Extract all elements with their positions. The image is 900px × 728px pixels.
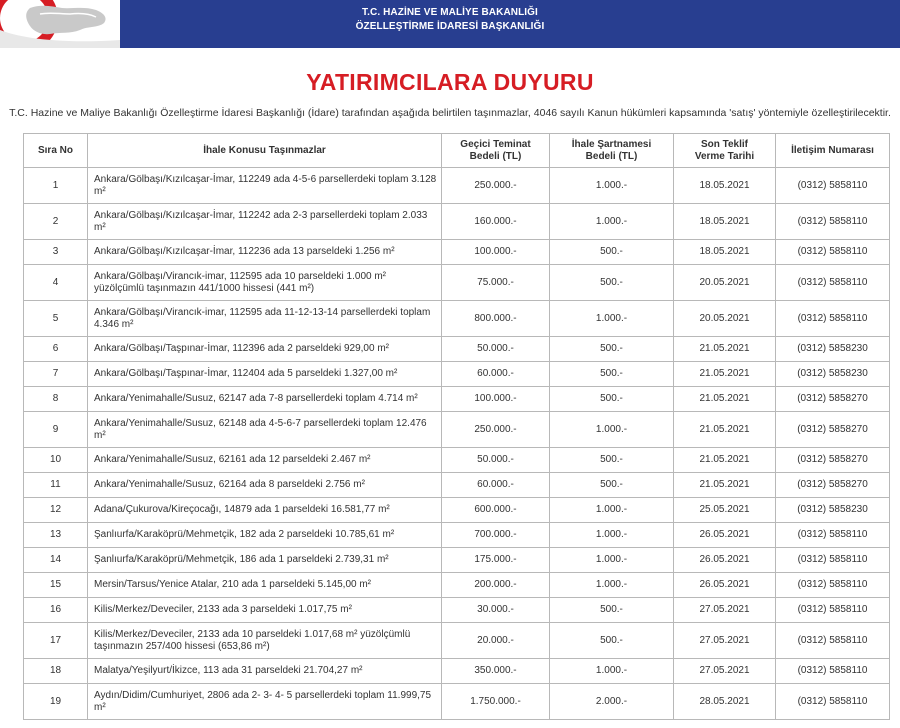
cell-son-teklif-tarihi: 18.05.2021 [674,240,776,265]
cell-iletisim-numarasi: (0312) 5858270 [776,387,890,412]
cell-iletisim-numarasi: (0312) 5858270 [776,448,890,473]
cell-sira-no: 19 [24,684,88,720]
cell-gecici-teminat: 50.000.- [442,337,550,362]
cell-sartname-bedeli: 1.000.- [550,301,674,337]
cell-ihale-konusu: Adana/Çukurova/Kireçocağı, 14879 ada 1 parseldeki 16.581,77 m² [88,498,442,523]
cell-son-teklif-tarihi: 28.05.2021 [674,684,776,720]
cell-ihale-konusu: Malatya/Yeşilyurt/İkizce, 113 ada 31 parseldeki 21.704,27 m² [88,659,442,684]
cell-gecici-teminat: 600.000.- [442,498,550,523]
page-header [0,0,900,48]
cell-ihale-konusu: Ankara/Yenimahalle/Susuz, 62147 ada 7-8 parsellerdeki toplam 4.714 m² [88,387,442,412]
table-row [24,362,890,387]
cell-gecici-teminat: 200.000.- [442,573,550,598]
cell-gecici-teminat: 250.000.- [442,168,550,204]
cell-son-teklif-tarihi: 21.05.2021 [674,387,776,412]
auction-table [23,133,890,720]
cell-iletisim-numarasi: (0312) 5858110 [776,548,890,573]
cell-son-teklif-tarihi: 27.05.2021 [674,598,776,623]
cell-gecici-teminat: 75.000.- [442,265,550,301]
cell-ihale-konusu: Ankara/Gölbaşı/Taşpınar-İmar, 112396 ada 2 parseldeki 929,00 m² [88,337,442,362]
cell-iletisim-numarasi: (0312) 5858270 [776,412,890,448]
cell-son-teklif-tarihi: 21.05.2021 [674,412,776,448]
table-row [24,387,890,412]
cell-gecici-teminat: 100.000.- [442,240,550,265]
intro-text: T.C. Hazine ve Maliye Bakanlığı Özelleştirme İdaresi Başkanlığı (İdare) tarafından aşağıda belirtilen taşınmazlar, 4046 sayılı Kanun hükümleri kapsamında 'satış' yöntemiyle özelleştirilecektir. [9,107,891,119]
cell-sartname-bedeli: 1.000.- [550,204,674,240]
table-row [24,265,890,301]
table-row [24,659,890,684]
cell-son-teklif-tarihi: 18.05.2021 [674,168,776,204]
cell-sira-no: 7 [24,362,88,387]
cell-ihale-konusu: Mersin/Tarsus/Yenice Atalar, 210 ada 1 parseldeki 5.145,00 m² [88,573,442,598]
cell-sartname-bedeli: 1.000.- [550,168,674,204]
cell-sartname-bedeli: 500.- [550,265,674,301]
cell-iletisim-numarasi: (0312) 5858110 [776,301,890,337]
header-iletisim: İletişim Numarası [776,134,890,168]
cell-iletisim-numarasi: (0312) 5858110 [776,204,890,240]
cell-ihale-konusu: Ankara/Gölbaşı/Kızılcaşar-İmar, 112249 ada 4-5-6 parsellerdeki toplam 3.128 m² [88,168,442,204]
header-ihale-konusu: İhale Konusu Taşınmazlar [88,134,442,168]
cell-sartname-bedeli: 500.- [550,362,674,387]
table-row [24,448,890,473]
cell-ihale-konusu: Ankara/Gölbaşı/Kızılcaşar-İmar, 112236 ada 13 parseldeki 1.256 m² [88,240,442,265]
cell-iletisim-numarasi: (0312) 5858110 [776,523,890,548]
table-row [24,623,890,659]
cell-ihale-konusu: Ankara/Gölbaşı/Taşpınar-İmar, 112404 ada 5 parseldeki 1.327,00 m² [88,362,442,387]
table-row [24,498,890,523]
cell-iletisim-numarasi: (0312) 5858230 [776,362,890,387]
cell-sira-no: 11 [24,473,88,498]
cell-ihale-konusu: Ankara/Gölbaşı/Kızılcaşar-İmar, 112242 ada 2-3 parsellerdeki toplam 2.033 m² [88,204,442,240]
cell-sira-no: 16 [24,598,88,623]
table-header-row [24,134,890,168]
cell-gecici-teminat: 20.000.- [442,623,550,659]
cell-sira-no: 18 [24,659,88,684]
cell-ihale-konusu: Şanlıurfa/Karaköprü/Mehmetçik, 186 ada 1 parseldeki 2.739,31 m² [88,548,442,573]
cell-iletisim-numarasi: (0312) 5858230 [776,498,890,523]
cell-son-teklif-tarihi: 18.05.2021 [674,204,776,240]
header-line-ministry: T.C. HAZİNE VE MALİYE BAKANLIĞI [362,7,538,18]
cell-sartname-bedeli: 1.000.- [550,523,674,548]
table-row [24,473,890,498]
cell-sartname-bedeli: 500.- [550,387,674,412]
cell-sartname-bedeli: 1.000.- [550,498,674,523]
cell-son-teklif-tarihi: 20.05.2021 [674,301,776,337]
cell-gecici-teminat: 250.000.- [442,412,550,448]
cell-gecici-teminat: 350.000.- [442,659,550,684]
cell-sira-no: 13 [24,523,88,548]
header-gecici-teminat-line2: Bedeli (TL) [469,150,522,162]
cell-gecici-teminat: 700.000.- [442,523,550,548]
cell-iletisim-numarasi: (0312) 5858110 [776,168,890,204]
cell-sartname-bedeli: 500.- [550,473,674,498]
cell-ihale-konusu: Ankara/Gölbaşı/Virancık-imar, 112595 ada 10 parseldeki 1.000 m² yüzölçümlü taşınmazın 441/1000 hissesi (441 m²) [88,265,442,301]
cell-sartname-bedeli: 1.000.- [550,573,674,598]
cell-sartname-bedeli: 1.000.- [550,548,674,573]
cell-sira-no: 9 [24,412,88,448]
cell-sartname-bedeli: 500.- [550,240,674,265]
cell-sira-no: 10 [24,448,88,473]
cell-ihale-konusu: Ankara/Gölbaşı/Virancık-imar, 112595 ada 11-12-13-14 parsellerdeki toplam 4.346 m² [88,301,442,337]
cell-sira-no: 15 [24,573,88,598]
cell-iletisim-numarasi: (0312) 5858270 [776,473,890,498]
cell-son-teklif-tarihi: 26.05.2021 [674,573,776,598]
cell-iletisim-numarasi: (0312) 5858110 [776,240,890,265]
cell-sartname-bedeli: 2.000.- [550,684,674,720]
header-title [0,6,900,34]
cell-son-teklif-tarihi: 21.05.2021 [674,448,776,473]
cell-gecici-teminat: 50.000.- [442,448,550,473]
table-row [24,548,890,573]
table-row [24,337,890,362]
cell-ihale-konusu: Ankara/Yenimahalle/Susuz, 62148 ada 4-5-6-7 parsellerdeki toplam 12.476 m² [88,412,442,448]
header-ihale-sartnamesi-line2: Bedeli (TL) [585,150,638,162]
cell-sira-no: 5 [24,301,88,337]
table-row [24,168,890,204]
cell-son-teklif-tarihi: 27.05.2021 [674,659,776,684]
auction-table-container [23,133,889,720]
header-line-agency: ÖZELLEŞTİRME İDARESİ BAŞKANLIĞI [355,21,545,32]
cell-iletisim-numarasi: (0312) 5858110 [776,659,890,684]
cell-sira-no: 17 [24,623,88,659]
table-row [24,573,890,598]
header-ihale-sartnamesi-line1: İhale Şartnamesi [571,138,652,150]
cell-sartname-bedeli: 500.- [550,448,674,473]
cell-iletisim-numarasi: (0312) 5858110 [776,598,890,623]
cell-iletisim-numarasi: (0312) 5858110 [776,623,890,659]
cell-gecici-teminat: 160.000.- [442,204,550,240]
table-row [24,412,890,448]
table-row [24,523,890,548]
cell-sira-no: 1 [24,168,88,204]
header-son-teklif-line2: Verme Tarihi [694,150,755,162]
cell-sira-no: 4 [24,265,88,301]
header-gecici-teminat-line1: Geçici Teminat [460,138,531,150]
cell-son-teklif-tarihi: 27.05.2021 [674,623,776,659]
cell-sartname-bedeli: 1.000.- [550,412,674,448]
cell-gecici-teminat: 30.000.- [442,598,550,623]
table-row [24,240,890,265]
cell-ihale-konusu: Ankara/Yenimahalle/Susuz, 62164 ada 8 parseldeki 2.756 m² [88,473,442,498]
cell-ihale-konusu: Aydın/Didim/Cumhuriyet, 2806 ada 2- 3- 4- 5 parsellerdeki toplam 11.999,75 m² [88,684,442,720]
cell-ihale-konusu: Kilis/Merkez/Deveciler, 2133 ada 10 parseldeki 1.017,68 m² yüzölçümlü taşınmazın 257/400 hissesi (653,86 m²) [88,623,442,659]
page-title: YATIRIMCILARA DUYURU [306,69,594,95]
cell-sira-no: 3 [24,240,88,265]
cell-iletisim-numarasi: (0312) 5858110 [776,265,890,301]
header-gecici-teminat [442,134,550,168]
cell-son-teklif-tarihi: 26.05.2021 [674,548,776,573]
cell-ihale-konusu: Ankara/Yenimahalle/Susuz, 62161 ada 12 parseldeki 2.467 m² [88,448,442,473]
table-body [24,168,890,720]
cell-ihale-konusu: Kilis/Merkez/Deveciler, 2133 ada 3 parseldeki 1.017,75 m² [88,598,442,623]
cell-gecici-teminat: 175.000.- [442,548,550,573]
cell-gecici-teminat: 60.000.- [442,473,550,498]
cell-sartname-bedeli: 500.- [550,337,674,362]
cell-sartname-bedeli: 500.- [550,623,674,659]
cell-iletisim-numarasi: (0312) 5858110 [776,573,890,598]
cell-ihale-konusu: Şanlıurfa/Karaköprü/Mehmetçik, 182 ada 2 parseldeki 10.785,61 m² [88,523,442,548]
table-row [24,301,890,337]
cell-son-teklif-tarihi: 25.05.2021 [674,498,776,523]
table-row [24,684,890,720]
cell-sartname-bedeli: 500.- [550,598,674,623]
header-son-teklif-line1: Son Teklif [700,138,749,150]
cell-son-teklif-tarihi: 26.05.2021 [674,523,776,548]
cell-gecici-teminat: 800.000.- [442,301,550,337]
cell-gecici-teminat: 60.000.- [442,362,550,387]
header-ihale-sartnamesi [550,134,674,168]
cell-gecici-teminat: 100.000.- [442,387,550,412]
cell-sira-no: 14 [24,548,88,573]
cell-son-teklif-tarihi: 20.05.2021 [674,265,776,301]
table-row [24,598,890,623]
cell-son-teklif-tarihi: 21.05.2021 [674,473,776,498]
cell-iletisim-numarasi: (0312) 5858110 [776,684,890,720]
cell-sira-no: 12 [24,498,88,523]
cell-son-teklif-tarihi: 21.05.2021 [674,362,776,387]
table-row [24,204,890,240]
cell-iletisim-numarasi: (0312) 5858230 [776,337,890,362]
cell-gecici-teminat: 1.750.000.- [442,684,550,720]
cell-sira-no: 6 [24,337,88,362]
cell-son-teklif-tarihi: 21.05.2021 [674,337,776,362]
cell-sira-no: 8 [24,387,88,412]
header-sira-no: Sıra No [24,134,88,168]
cell-sira-no: 2 [24,204,88,240]
header-son-teklif [674,134,776,168]
cell-sartname-bedeli: 1.000.- [550,659,674,684]
